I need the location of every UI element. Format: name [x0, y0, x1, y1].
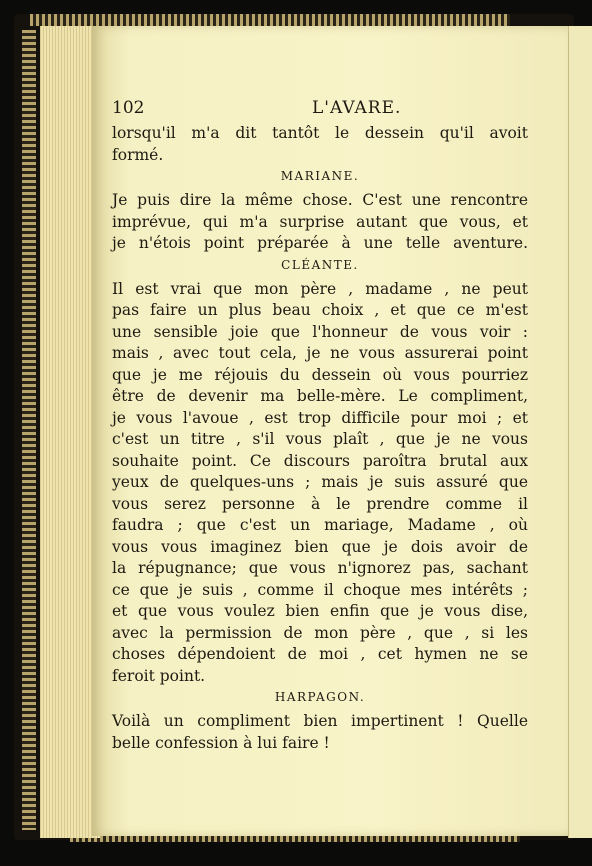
speaker-name: MARIANE. — [280, 169, 360, 183]
text-line: feroit point. — [112, 666, 206, 685]
speaker-name: HARPAGON. — [274, 690, 366, 704]
text-line: je vous l'avoue , est trop difficile pour moi ; et — [112, 408, 528, 427]
text-line: vous vous imaginez bien que je dois avoir de — [112, 537, 528, 556]
decorative-binding-border-top — [30, 14, 510, 26]
text-line: être de devenir ma belle-mère. Le compliment, — [112, 387, 528, 405]
text-line: une sensible joie que l'honneur de vous voir : — [112, 322, 528, 341]
text-line: yeux de quelques-uns ; mais je suis assuré que — [112, 473, 528, 491]
text-line: imprévue, qui m'a surprise autant que vous, et — [112, 212, 528, 231]
text-line: lorsqu'il m'a dit tantôt le dessein qu'il avoit — [112, 124, 528, 142]
decorative-binding-border-left — [22, 30, 36, 830]
text-line: ce que je suis , comme il choque mes intérêts ; — [112, 580, 528, 599]
text-line: Il est vrai que mon père , madame , ne peut — [112, 279, 528, 298]
text-line: pas faire un plus beau choix , et que ce m'est — [112, 301, 528, 319]
text-line: je n'étois point préparée à une telle aventure. — [112, 234, 528, 252]
text-line: faudra ; que c'est un mariage, Madame , où — [112, 516, 528, 534]
text-line: avec la permission de mon père , que , si les — [112, 623, 528, 642]
speaker-name: CLÉANTE. — [281, 257, 359, 272]
text-line: formé. — [112, 145, 164, 164]
page-header — [112, 98, 532, 122]
text-line: souhaite point. Ce discours paroîtra brutal aux — [112, 451, 528, 470]
text-line: c'est un titre , s'il vous plaît , que je ne vous — [112, 430, 528, 448]
text-line: mais , avec tout cela, je ne vous assurerai point — [112, 344, 528, 362]
text-line: choses dépendoient de moi , cet hymen ne se — [112, 645, 528, 663]
text-line: Je puis dire la même chose. C'est une rencontre — [112, 191, 528, 209]
text-line: la répugnance; que vous n'ignorez pas, sachant — [112, 559, 528, 577]
text-line: que je me réjouis du dessein où vous pourriez — [112, 365, 528, 384]
text-line: Voilà un compliment bien impertinent ! Quelle — [112, 712, 528, 730]
page-number: 102 — [112, 98, 145, 118]
text-line: vous serez personne à le prendre comme il — [112, 494, 528, 513]
text-line: et que vous voulez bien enfin que je vous dise, — [112, 602, 528, 620]
text-line: belle confession à lui faire ! — [112, 733, 330, 752]
facing-page-edge — [568, 26, 592, 838]
running-title: L'AVARE. — [312, 98, 402, 118]
